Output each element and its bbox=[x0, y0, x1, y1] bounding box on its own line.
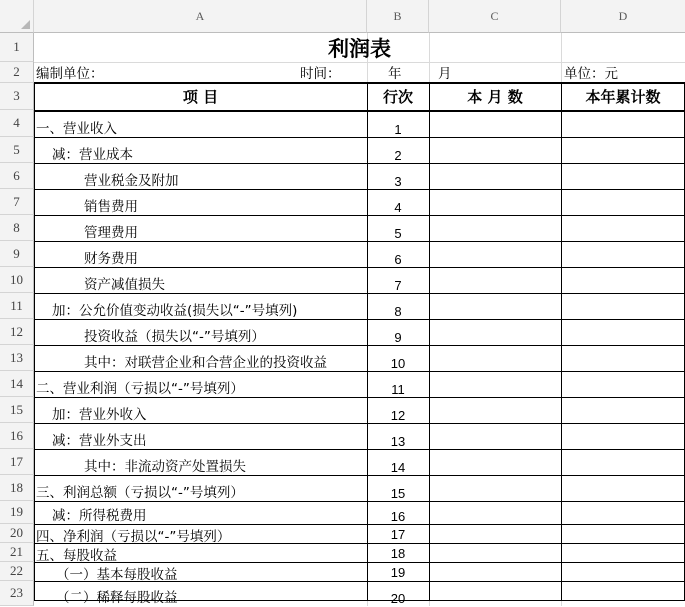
year-to-date-value-cell[interactable] bbox=[561, 163, 685, 189]
year-to-date-value-cell[interactable] bbox=[561, 110, 685, 137]
row-header-4[interactable]: 4 bbox=[0, 110, 34, 137]
column-header-a[interactable]: A bbox=[34, 0, 367, 33]
column-header-c[interactable]: C bbox=[429, 0, 561, 33]
row-header-1[interactable]: 1 bbox=[0, 33, 34, 62]
line-number[interactable]: 12 bbox=[390, 408, 406, 423]
line-number[interactable]: 7 bbox=[394, 278, 402, 293]
year-to-date-value-cell[interactable] bbox=[561, 524, 685, 543]
select-all-corner[interactable] bbox=[0, 0, 34, 33]
year-to-date-value-cell[interactable] bbox=[561, 241, 685, 267]
statement-item[interactable]: 减：营业成本 bbox=[52, 147, 133, 163]
row-header-14[interactable]: 14 bbox=[0, 371, 34, 397]
this-month-value-cell[interactable] bbox=[429, 137, 561, 163]
line-number[interactable]: 5 bbox=[394, 226, 402, 241]
year-to-date-value-cell[interactable] bbox=[561, 345, 685, 371]
statement-item[interactable]: 减：营业外支出 bbox=[52, 433, 147, 449]
line-number[interactable]: 20 bbox=[390, 591, 406, 606]
this-month-value-cell[interactable] bbox=[429, 189, 561, 215]
sheet-title[interactable]: 利润表 bbox=[328, 36, 391, 61]
this-month-value-cell[interactable] bbox=[429, 449, 561, 475]
time-label[interactable]: 时间： bbox=[300, 66, 341, 82]
year-to-date-value-cell[interactable] bbox=[561, 562, 685, 581]
statement-item[interactable]: 其中：非流动资产处置损失 bbox=[84, 459, 246, 475]
statement-item[interactable]: 投资收益（损失以“-”号填列） bbox=[84, 329, 265, 345]
compiling-unit-label[interactable]: 编制单位： bbox=[36, 66, 104, 82]
statement-item[interactable]: 财务费用 bbox=[84, 251, 138, 267]
line-number[interactable]: 18 bbox=[390, 546, 406, 561]
row-header-11[interactable]: 11 bbox=[0, 293, 34, 319]
this-month-value-cell[interactable] bbox=[429, 215, 561, 241]
statement-item[interactable]: 管理费用 bbox=[84, 225, 138, 241]
row-header-13[interactable]: 13 bbox=[0, 345, 34, 371]
line-number[interactable]: 4 bbox=[394, 200, 402, 215]
this-month-value-cell[interactable] bbox=[429, 241, 561, 267]
year-to-date-value-cell[interactable] bbox=[561, 137, 685, 163]
row-header-22[interactable]: 22 bbox=[0, 562, 34, 581]
statement-item[interactable]: 销售费用 bbox=[84, 199, 138, 215]
year-to-date-value-cell[interactable] bbox=[561, 475, 685, 501]
header-this-month[interactable]: 本 月 数 bbox=[467, 88, 523, 106]
year-label[interactable]: 年 bbox=[388, 66, 402, 82]
line-number[interactable]: 2 bbox=[394, 148, 402, 163]
line-number[interactable]: 1 bbox=[394, 122, 402, 137]
line-number[interactable]: 6 bbox=[394, 252, 402, 267]
row-header-19[interactable]: 19 bbox=[0, 501, 34, 524]
row-header-8[interactable]: 8 bbox=[0, 215, 34, 241]
row-header-10[interactable]: 10 bbox=[0, 267, 34, 293]
header-line-number[interactable]: 行次 bbox=[382, 88, 413, 106]
line-number[interactable]: 11 bbox=[391, 382, 405, 397]
this-month-value-cell[interactable] bbox=[429, 267, 561, 293]
this-month-value-cell[interactable] bbox=[429, 371, 561, 397]
statement-item[interactable]: 减：所得税费用 bbox=[52, 508, 147, 524]
row-header-12[interactable]: 12 bbox=[0, 319, 34, 345]
line-number[interactable]: 10 bbox=[390, 356, 406, 371]
year-to-date-value-cell[interactable] bbox=[561, 371, 685, 397]
statement-item[interactable]: 四、净利润（亏损以“-”号填列） bbox=[36, 528, 231, 545]
year-to-date-value-cell[interactable] bbox=[561, 189, 685, 215]
line-number[interactable]: 9 bbox=[394, 330, 402, 345]
statement-item[interactable]: 一、营业收入 bbox=[36, 121, 117, 137]
year-to-date-value-cell[interactable] bbox=[561, 543, 685, 562]
this-month-value-cell[interactable] bbox=[429, 319, 561, 345]
this-month-value-cell[interactable] bbox=[429, 581, 561, 606]
column-header-d[interactable]: D bbox=[561, 0, 685, 33]
statement-item[interactable]: （二）稀释每股收益 bbox=[56, 590, 178, 606]
statement-item[interactable]: 资产减值损失 bbox=[84, 277, 165, 293]
statement-item[interactable]: 五、每股收益 bbox=[36, 547, 117, 564]
year-to-date-value-cell[interactable] bbox=[561, 267, 685, 293]
year-to-date-value-cell[interactable] bbox=[561, 397, 685, 423]
row-header-16[interactable]: 16 bbox=[0, 423, 34, 449]
line-number[interactable]: 15 bbox=[390, 486, 406, 501]
line-number[interactable]: 14 bbox=[390, 460, 406, 475]
this-month-value-cell[interactable] bbox=[429, 562, 561, 581]
row-header-2[interactable]: 2 bbox=[0, 62, 34, 83]
year-to-date-value-cell[interactable] bbox=[561, 215, 685, 241]
row-header-7[interactable]: 7 bbox=[0, 189, 34, 215]
this-month-value-cell[interactable] bbox=[429, 543, 561, 562]
year-to-date-value-cell[interactable] bbox=[561, 449, 685, 475]
month-label[interactable]: 月 bbox=[438, 66, 452, 82]
year-to-date-value-cell[interactable] bbox=[561, 423, 685, 449]
this-month-value-cell[interactable] bbox=[429, 293, 561, 319]
select-all-icon bbox=[21, 20, 30, 29]
line-number[interactable]: 16 bbox=[390, 509, 406, 524]
year-to-date-value-cell[interactable] bbox=[561, 501, 685, 524]
row-header-6[interactable]: 6 bbox=[0, 163, 34, 189]
header-year-to-date[interactable]: 本年累计数 bbox=[585, 88, 661, 106]
table-border-vertical bbox=[34, 82, 35, 600]
statement-item[interactable]: 加：营业外收入 bbox=[52, 407, 147, 423]
statement-item[interactable]: 加：公允价值变动收益(损失以“-”号填列) bbox=[52, 303, 298, 319]
this-month-value-cell[interactable] bbox=[429, 501, 561, 524]
year-to-date-value-cell[interactable] bbox=[561, 319, 685, 345]
year-to-date-value-cell[interactable] bbox=[561, 293, 685, 319]
line-number[interactable]: 19 bbox=[390, 565, 406, 580]
this-month-value-cell[interactable] bbox=[429, 524, 561, 543]
row-header-20[interactable]: 20 bbox=[0, 524, 34, 543]
line-number[interactable]: 13 bbox=[390, 434, 406, 449]
row-header-9[interactable]: 9 bbox=[0, 241, 34, 267]
line-number[interactable]: 8 bbox=[394, 304, 402, 319]
currency-unit-label[interactable]: 单位：元 bbox=[564, 66, 618, 82]
this-month-value-cell[interactable] bbox=[429, 163, 561, 189]
row-header-21[interactable]: 21 bbox=[0, 543, 34, 562]
row-header-5[interactable]: 5 bbox=[0, 137, 34, 163]
statement-item[interactable]: 二、营业利润（亏损以“-”号填列） bbox=[36, 381, 244, 397]
row-header-18[interactable]: 18 bbox=[0, 475, 34, 501]
row-header-15[interactable]: 15 bbox=[0, 397, 34, 423]
this-month-value-cell[interactable] bbox=[429, 397, 561, 423]
year-to-date-value-cell[interactable] bbox=[561, 581, 685, 606]
column-header-b[interactable]: B bbox=[367, 0, 429, 33]
row-header-17[interactable]: 17 bbox=[0, 449, 34, 475]
this-month-value-cell[interactable] bbox=[429, 110, 561, 137]
line-number[interactable]: 17 bbox=[390, 527, 406, 542]
statement-item[interactable]: 其中：对联营企业和合营企业的投资收益 bbox=[84, 355, 327, 371]
this-month-value-cell[interactable] bbox=[429, 475, 561, 501]
line-number[interactable]: 3 bbox=[394, 174, 402, 189]
statement-item[interactable]: 三、利润总额（亏损以“-”号填列） bbox=[36, 485, 244, 501]
this-month-value-cell[interactable] bbox=[429, 423, 561, 449]
this-month-value-cell[interactable] bbox=[429, 345, 561, 371]
row-header-23[interactable]: 23 bbox=[0, 581, 34, 606]
statement-item[interactable]: 营业税金及附加 bbox=[84, 173, 179, 189]
statement-item[interactable]: （一）基本每股收益 bbox=[56, 566, 178, 583]
header-item[interactable]: 项 目 bbox=[182, 88, 219, 106]
row-header-3[interactable]: 3 bbox=[0, 83, 34, 110]
